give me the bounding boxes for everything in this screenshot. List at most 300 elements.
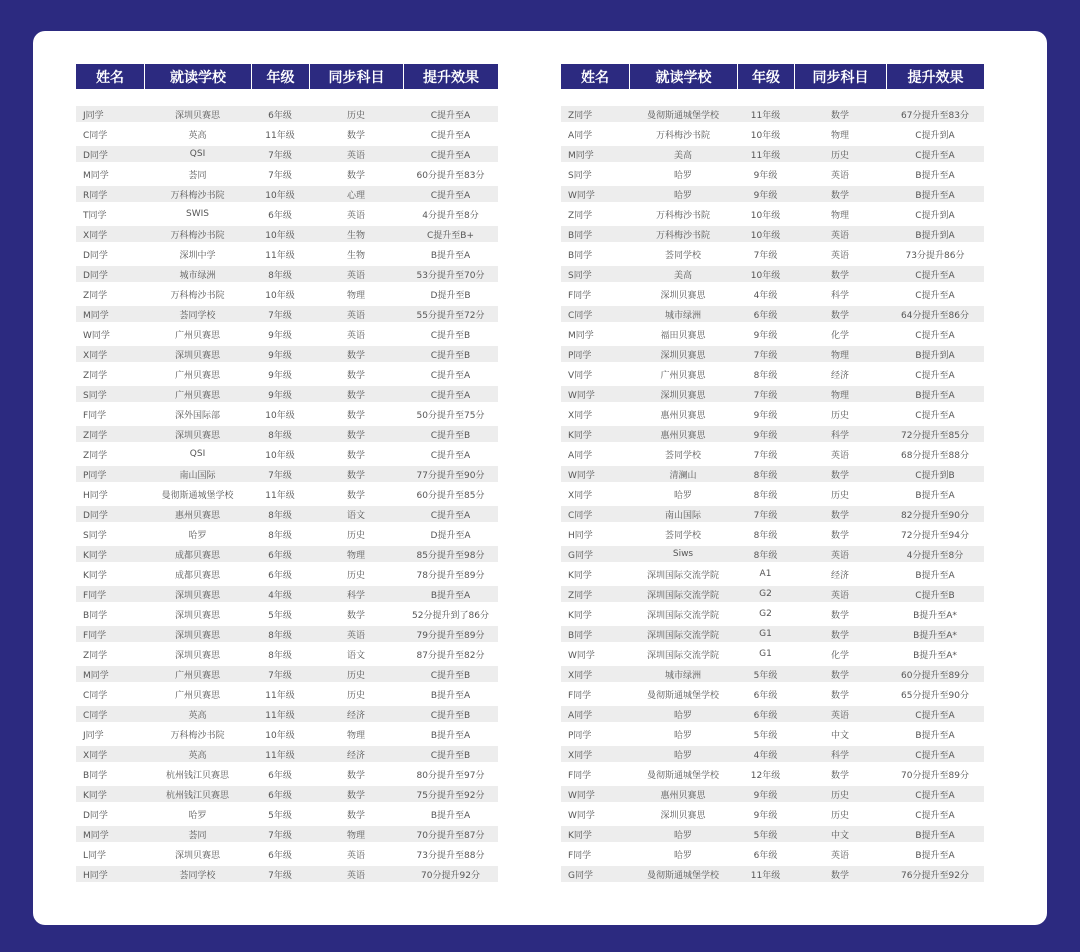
student-name-cell: Z同学 [561, 586, 629, 606]
subject-cell: 英语 [309, 626, 403, 646]
subject-cell: 历史 [794, 786, 886, 806]
student-name-cell: F同学 [76, 586, 144, 606]
student-name-cell: P同学 [76, 466, 144, 486]
school-cell: 深圳贝赛思 [144, 626, 251, 646]
table-row [76, 246, 498, 266]
grade-cell: 6年级 [737, 846, 794, 866]
table-row [561, 246, 984, 266]
improvement-cell: C提升至B+ [403, 226, 498, 246]
header-grade: 年级 [737, 64, 794, 89]
school-cell: 深圳中学 [144, 246, 251, 266]
school-cell: 哈罗 [629, 166, 737, 186]
improvement-cell: C提升至A [403, 106, 498, 126]
student-name-cell: M同学 [561, 146, 629, 166]
subject-cell: 数学 [794, 526, 886, 546]
subject-cell: 科学 [794, 746, 886, 766]
improvement-cell: B提升到A [886, 226, 984, 246]
student-name-cell: B同学 [561, 626, 629, 646]
improvement-cell: 68分提升至88分 [886, 446, 984, 466]
student-name-cell: C同学 [76, 686, 144, 706]
table-row [561, 766, 984, 786]
grade-cell: 10年级 [251, 406, 309, 426]
student-name-cell: X同学 [561, 406, 629, 426]
subject-cell: 数学 [309, 426, 403, 446]
table-row [561, 806, 984, 826]
subject-cell: 英语 [794, 226, 886, 246]
improvement-cell: 70分提升至87分 [403, 826, 498, 846]
grade-cell: G2 [737, 586, 794, 606]
student-name-cell: K同学 [76, 786, 144, 806]
student-name-cell: Z同学 [561, 206, 629, 226]
grade-cell: 9年级 [251, 386, 309, 406]
improvement-cell: C提升至A [886, 326, 984, 346]
improvement-cell: C提升至A [403, 186, 498, 206]
school-cell: 万科梅沙书院 [144, 286, 251, 306]
table-row [561, 146, 984, 166]
school-cell: 万科梅沙书院 [144, 226, 251, 246]
subject-cell: 数学 [309, 606, 403, 626]
subject-cell: 数学 [794, 466, 886, 486]
improvement-cell: B提升至A [886, 726, 984, 746]
school-cell: 英高 [144, 746, 251, 766]
school-cell: 哈罗 [629, 486, 737, 506]
table-row [561, 866, 984, 886]
grade-cell: 10年级 [251, 446, 309, 466]
improvement-cell: 52分提升到了86分 [403, 606, 498, 626]
school-cell: 广州贝赛思 [144, 686, 251, 706]
student-name-cell: L同学 [76, 846, 144, 866]
improvement-cell: B提升至A [886, 386, 984, 406]
grade-cell: 8年级 [737, 466, 794, 486]
table-row [76, 726, 498, 746]
subject-cell: 数学 [309, 346, 403, 366]
student-name-cell: F同学 [76, 626, 144, 646]
school-cell: 美高 [629, 266, 737, 286]
school-cell: 深圳国际交流学院 [629, 566, 737, 586]
school-cell: 深圳贝赛思 [629, 346, 737, 366]
grade-cell: 5年级 [737, 826, 794, 846]
subject-cell: 数学 [309, 466, 403, 486]
subject-cell: 历史 [309, 526, 403, 546]
grade-cell: 5年级 [737, 666, 794, 686]
grade-cell: 6年级 [251, 786, 309, 806]
subject-cell: 语文 [309, 506, 403, 526]
grade-cell: 9年级 [737, 786, 794, 806]
table-row [76, 266, 498, 286]
subject-cell: 历史 [794, 486, 886, 506]
grade-cell: 7年级 [251, 306, 309, 326]
grade-cell: 7年级 [737, 446, 794, 466]
school-cell: 深圳贝赛思 [144, 426, 251, 446]
student-name-cell: X同学 [76, 346, 144, 366]
grade-cell: 8年级 [251, 426, 309, 446]
student-name-cell: K同学 [76, 546, 144, 566]
table-row [561, 626, 984, 646]
student-name-cell: S同学 [561, 166, 629, 186]
improvement-cell: 75分提升至92分 [403, 786, 498, 806]
school-cell: 深外国际部 [144, 406, 251, 426]
improvement-cell: C提升至A [403, 126, 498, 146]
school-cell: 杭州钱江贝赛思 [144, 766, 251, 786]
grade-cell: 10年级 [251, 226, 309, 246]
header-name: 姓名 [561, 64, 629, 89]
grade-cell: 7年级 [251, 166, 309, 186]
school-cell: 万科梅沙书院 [629, 126, 737, 146]
table-row [561, 186, 984, 206]
student-name-cell: Z同学 [76, 446, 144, 466]
grade-cell: 9年级 [251, 366, 309, 386]
student-name-cell: W同学 [561, 786, 629, 806]
grade-cell: 7年级 [251, 466, 309, 486]
school-cell: 哈罗 [629, 846, 737, 866]
student-name-cell: M同学 [76, 826, 144, 846]
improvement-cell: C提升至A [886, 266, 984, 286]
table-row [561, 826, 984, 846]
table-row [561, 366, 984, 386]
student-name-cell: F同学 [76, 406, 144, 426]
improvement-cell: B提升至A [886, 826, 984, 846]
subject-cell: 数学 [794, 306, 886, 326]
student-name-cell: S同学 [76, 386, 144, 406]
school-cell: 深圳贝赛思 [144, 646, 251, 666]
student-name-cell: K同学 [561, 426, 629, 446]
subject-cell: 数学 [794, 506, 886, 526]
school-cell: 荟同 [144, 166, 251, 186]
improvement-cell: B提升到A [886, 346, 984, 366]
subject-cell: 物理 [794, 346, 886, 366]
grade-cell: 11年级 [251, 246, 309, 266]
improvement-cell: 80分提升至97分 [403, 766, 498, 786]
subject-cell: 英语 [309, 146, 403, 166]
improvement-cell: 73分提升至88分 [403, 846, 498, 866]
header-subject: 同步科目 [794, 64, 886, 89]
grade-cell: 7年级 [251, 866, 309, 886]
grade-cell: 7年级 [251, 146, 309, 166]
improvement-cell: C提升到A [886, 206, 984, 226]
grade-cell: 9年级 [737, 806, 794, 826]
school-cell: 深圳国际交流学院 [629, 606, 737, 626]
school-cell: 深圳国际交流学院 [629, 586, 737, 606]
subject-cell: 数学 [794, 686, 886, 706]
grade-cell: 10年级 [251, 286, 309, 306]
subject-cell: 英语 [794, 706, 886, 726]
grade-cell: 11年级 [251, 706, 309, 726]
student-name-cell: M同学 [76, 306, 144, 326]
grade-cell: 10年级 [737, 126, 794, 146]
student-name-cell: G同学 [561, 546, 629, 566]
improvement-cell: B提升至A* [886, 646, 984, 666]
table-row [561, 526, 984, 546]
subject-cell: 生物 [309, 246, 403, 266]
school-cell: 哈罗 [144, 806, 251, 826]
school-cell: 南山国际 [629, 506, 737, 526]
table-row [76, 446, 498, 466]
student-name-cell: C同学 [561, 306, 629, 326]
improvement-cell: 65分提升至90分 [886, 686, 984, 706]
grade-cell: 11年级 [737, 106, 794, 126]
subject-cell: 数学 [794, 266, 886, 286]
subject-cell: 英语 [309, 866, 403, 886]
subject-cell: 历史 [309, 566, 403, 586]
table-row [561, 466, 984, 486]
school-cell: 英高 [144, 126, 251, 146]
school-cell: 荟同学校 [144, 306, 251, 326]
improvement-cell: B提升至A [886, 166, 984, 186]
table-row [561, 646, 984, 666]
grade-cell: 9年级 [737, 426, 794, 446]
school-cell: 深圳贝赛思 [144, 106, 251, 126]
school-cell: 惠州贝赛思 [629, 426, 737, 446]
grade-cell: 8年级 [251, 266, 309, 286]
improvement-cell: 73分提升86分 [886, 246, 984, 266]
grade-cell: 8年级 [737, 366, 794, 386]
student-name-cell: K同学 [561, 826, 629, 846]
school-cell: 深圳贝赛思 [144, 586, 251, 606]
table-row [76, 806, 498, 826]
grade-cell: 7年级 [737, 506, 794, 526]
student-name-cell: X同学 [561, 666, 629, 686]
grade-cell: 5年级 [251, 806, 309, 826]
improvement-cell: B提升至A [886, 846, 984, 866]
subject-cell: 历史 [309, 666, 403, 686]
student-name-cell: D同学 [76, 806, 144, 826]
student-name-cell: C同学 [76, 126, 144, 146]
table-row [76, 466, 498, 486]
subject-cell: 数学 [794, 866, 886, 886]
student-name-cell: H同学 [76, 866, 144, 886]
student-name-cell: H同学 [76, 486, 144, 506]
improvement-cell: C提升至B [403, 426, 498, 446]
grade-cell: 11年级 [251, 746, 309, 766]
student-name-cell: W同学 [561, 646, 629, 666]
school-cell: 万科梅沙书院 [144, 726, 251, 746]
grade-cell: 8年级 [251, 626, 309, 646]
school-cell: 深圳贝赛思 [144, 346, 251, 366]
school-cell: 杭州钱江贝赛思 [144, 786, 251, 806]
school-cell: 广州贝赛思 [144, 366, 251, 386]
table-row [76, 426, 498, 446]
subject-cell: 经济 [309, 706, 403, 726]
student-name-cell: Z同学 [76, 646, 144, 666]
school-cell: SWIS [144, 206, 251, 226]
improvement-cell: C提升到B [886, 466, 984, 486]
table-row [76, 866, 498, 886]
student-name-cell: C同学 [561, 506, 629, 526]
school-cell: 广州贝赛思 [144, 326, 251, 346]
improvement-cell: C提升至A [886, 406, 984, 426]
results-table-right [561, 64, 984, 886]
grade-cell: 9年级 [251, 326, 309, 346]
grade-cell: 11年级 [737, 866, 794, 886]
table-row [76, 366, 498, 386]
student-name-cell: T同学 [76, 206, 144, 226]
school-cell: 万科梅沙书院 [629, 226, 737, 246]
school-cell: 惠州贝赛思 [629, 406, 737, 426]
student-name-cell: J同学 [76, 106, 144, 126]
improvement-cell: C提升至B [403, 326, 498, 346]
grade-cell: 4年级 [737, 286, 794, 306]
grade-cell: 11年级 [737, 146, 794, 166]
header-school: 就读学校 [629, 64, 737, 89]
subject-cell: 数学 [309, 166, 403, 186]
school-cell: 清澜山 [629, 466, 737, 486]
header-improvement: 提升效果 [886, 64, 984, 89]
subject-cell: 数学 [794, 606, 886, 626]
table-row [561, 846, 984, 866]
grade-cell: 4年级 [737, 746, 794, 766]
table-row [76, 686, 498, 706]
improvement-cell: 79分提升至89分 [403, 626, 498, 646]
improvement-cell: 60分提升至85分 [403, 486, 498, 506]
student-name-cell: K同学 [561, 566, 629, 586]
school-cell: 成都贝赛思 [144, 566, 251, 586]
school-cell: 深圳贝赛思 [629, 806, 737, 826]
grade-cell: 7年级 [251, 826, 309, 846]
improvement-cell: B提升至A [886, 486, 984, 506]
improvement-cell: C提升至A [886, 366, 984, 386]
table-row [561, 266, 984, 286]
grade-cell: 4年级 [251, 586, 309, 606]
subject-cell: 物理 [794, 126, 886, 146]
student-name-cell: A同学 [561, 706, 629, 726]
table-row [76, 126, 498, 146]
grade-cell: 9年级 [737, 326, 794, 346]
student-name-cell: M同学 [561, 326, 629, 346]
student-name-cell: K同学 [561, 606, 629, 626]
school-cell: 广州贝赛思 [629, 366, 737, 386]
grade-cell: 5年级 [737, 726, 794, 746]
school-cell: QSI [144, 446, 251, 466]
subject-cell: 数学 [309, 446, 403, 466]
school-cell: 哈罗 [629, 706, 737, 726]
school-cell: 深圳贝赛思 [144, 606, 251, 626]
subject-cell: 英语 [309, 846, 403, 866]
improvement-cell: B提升至A* [886, 626, 984, 646]
subject-cell: 科学 [309, 586, 403, 606]
header-name: 姓名 [76, 64, 144, 89]
improvement-cell: C提升至A [403, 366, 498, 386]
improvement-cell: 72分提升至85分 [886, 426, 984, 446]
table-header [561, 64, 984, 89]
subject-cell: 心理 [309, 186, 403, 206]
table-row [561, 746, 984, 766]
table-row [76, 326, 498, 346]
subject-cell: 语文 [309, 646, 403, 666]
grade-cell: 8年级 [737, 526, 794, 546]
student-name-cell: B同学 [76, 766, 144, 786]
grade-cell: 10年级 [251, 726, 309, 746]
student-name-cell: X同学 [76, 746, 144, 766]
table-row [561, 286, 984, 306]
school-cell: 城市绿洲 [144, 266, 251, 286]
table-row [561, 306, 984, 326]
improvement-cell: 60分提升至83分 [403, 166, 498, 186]
improvement-cell: C提升到A [886, 126, 984, 146]
table-row [561, 166, 984, 186]
school-cell: 深圳国际交流学院 [629, 646, 737, 666]
school-cell: 深圳国际交流学院 [629, 626, 737, 646]
improvement-cell: C提升至B [403, 346, 498, 366]
school-cell: 惠州贝赛思 [629, 786, 737, 806]
table-row [561, 606, 984, 626]
grade-cell: 10年级 [251, 186, 309, 206]
table-row [76, 566, 498, 586]
improvement-cell: C提升至B [886, 586, 984, 606]
improvement-cell: B提升至A [886, 566, 984, 586]
subject-cell: 数学 [794, 666, 886, 686]
subject-cell: 历史 [794, 406, 886, 426]
table-row [76, 206, 498, 226]
improvement-cell: C提升至A [886, 806, 984, 826]
school-cell: 曼彻斯通城堡学校 [144, 486, 251, 506]
improvement-cell: B提升至A [403, 686, 498, 706]
table-row [76, 346, 498, 366]
student-name-cell: R同学 [76, 186, 144, 206]
improvement-cell: B提升至A [886, 186, 984, 206]
improvement-cell: 53分提升至70分 [403, 266, 498, 286]
table-row [561, 406, 984, 426]
student-name-cell: B同学 [561, 226, 629, 246]
grade-cell: 8年级 [737, 546, 794, 566]
student-name-cell: D同学 [76, 266, 144, 286]
school-cell: 哈罗 [629, 746, 737, 766]
subject-cell: 中文 [794, 726, 886, 746]
subject-cell: 英语 [309, 266, 403, 286]
header-subject: 同步科目 [309, 64, 403, 89]
student-name-cell: W同学 [561, 386, 629, 406]
school-cell: 惠州贝赛思 [144, 506, 251, 526]
subject-cell: 英语 [794, 246, 886, 266]
improvement-cell: C提升至A [886, 786, 984, 806]
student-name-cell: V同学 [561, 366, 629, 386]
table-row [561, 126, 984, 146]
student-name-cell: D同学 [76, 506, 144, 526]
school-cell: 深圳贝赛思 [629, 386, 737, 406]
table-row [561, 546, 984, 566]
improvement-cell: B提升至A [403, 586, 498, 606]
improvement-cell: B提升至A* [886, 606, 984, 626]
grade-cell: G1 [737, 626, 794, 646]
grade-cell: A1 [737, 566, 794, 586]
student-name-cell: H同学 [561, 526, 629, 546]
school-cell: 曼彻斯通城堡学校 [629, 866, 737, 886]
subject-cell: 物理 [794, 206, 886, 226]
improvement-cell: C提升至B [403, 666, 498, 686]
improvement-cell: 4分提升至8分 [886, 546, 984, 566]
improvement-cell: 55分提升至72分 [403, 306, 498, 326]
school-cell: 哈罗 [629, 186, 737, 206]
subject-cell: 数学 [309, 386, 403, 406]
grade-cell: 6年级 [251, 846, 309, 866]
subject-cell: 数学 [794, 766, 886, 786]
table-row [76, 846, 498, 866]
grade-cell: 9年级 [737, 186, 794, 206]
subject-cell: 数学 [309, 486, 403, 506]
improvement-cell: D提升至A [403, 526, 498, 546]
improvement-cell: 64分提升至86分 [886, 306, 984, 326]
grade-cell: 6年级 [251, 206, 309, 226]
table-row [76, 646, 498, 666]
table-row [561, 686, 984, 706]
results-table-left [76, 64, 498, 886]
subject-cell: 生物 [309, 226, 403, 246]
improvement-cell: C提升至A [886, 286, 984, 306]
improvement-cell: C提升至A [886, 706, 984, 726]
school-cell: QSI [144, 146, 251, 166]
school-cell: 万科梅沙书院 [144, 186, 251, 206]
table-row [561, 226, 984, 246]
subject-cell: 英语 [309, 306, 403, 326]
